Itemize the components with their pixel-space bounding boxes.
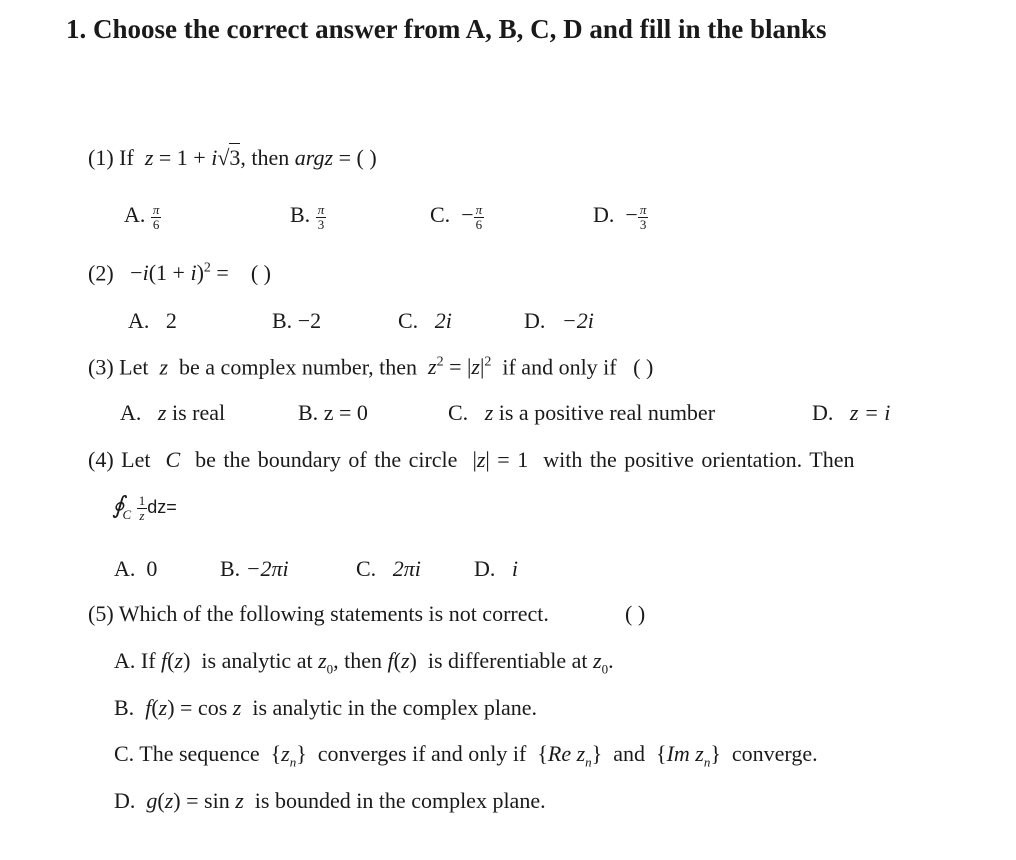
q5-option-a-point-2: z bbox=[593, 648, 602, 673]
q5-option-a[interactable]: A. If f(z) is analytic at $z_0$, then f(z) is differentiable at $z_0$. bbox=[114, 648, 614, 677]
q4-option-b-value: −2πi bbox=[245, 556, 289, 581]
q1-option-c[interactable] bbox=[430, 203, 484, 231]
q2-option-c-letter: C. bbox=[398, 308, 419, 333]
contour-integral-icon: ∮ bbox=[112, 493, 125, 520]
q5-option-b[interactable] bbox=[114, 697, 537, 719]
q4-option-a[interactable] bbox=[114, 558, 157, 580]
q5-option-c-and: and bbox=[613, 741, 645, 766]
fraction-numerator: 1 bbox=[138, 493, 146, 508]
q4-circle-eq: |z| = 1 bbox=[472, 447, 529, 472]
fraction-denominator: 6 bbox=[152, 216, 160, 232]
q3-option-c-var: z bbox=[484, 400, 494, 425]
q5-answer-blank[interactable]: ( ) bbox=[625, 601, 646, 626]
q4-option-c[interactable] bbox=[356, 558, 421, 580]
q5-option-b-text: is analytic in the complex plane. bbox=[252, 695, 538, 720]
q2-equation: $-i(1 + i)^2$ = bbox=[130, 260, 229, 286]
q4-option-d[interactable] bbox=[474, 558, 518, 580]
q3-option-a[interactable] bbox=[120, 402, 225, 424]
q1-option-b-fraction bbox=[316, 203, 327, 231]
q1-option-d[interactable] bbox=[593, 203, 648, 231]
q4-option-c-value: 2πi bbox=[392, 556, 421, 581]
q2-option-a[interactable] bbox=[128, 310, 177, 332]
q5-option-a-end: is differentiable at bbox=[427, 648, 588, 673]
fraction-denominator: 3 bbox=[639, 216, 647, 232]
q4-integral-tail: dz= bbox=[147, 497, 177, 518]
q1-option-d-letter: D. bbox=[593, 202, 615, 228]
q1-option-c-letter: C. bbox=[430, 202, 451, 228]
q5-option-c-im: {Im $z_n$} bbox=[656, 741, 721, 770]
q4-text-b: with the positive orientation. Then bbox=[543, 447, 855, 472]
q4-integrand-fraction bbox=[137, 494, 148, 522]
q5-option-c[interactable] bbox=[114, 743, 818, 768]
q1-option-a-fraction bbox=[151, 203, 162, 231]
q4-option-a-value: 0 bbox=[146, 556, 158, 581]
question-5 bbox=[88, 603, 549, 625]
q2-option-b[interactable] bbox=[272, 310, 321, 332]
fraction-denominator: 3 bbox=[317, 216, 325, 232]
fraction-denominator: z bbox=[139, 507, 145, 523]
question-2 bbox=[88, 262, 271, 284]
q4-option-c-letter: C. bbox=[356, 556, 377, 581]
q1-then: then bbox=[251, 145, 290, 170]
q1-arg-expr: argz bbox=[294, 145, 334, 170]
question-1: (1) If z = 1 + i√3, then argz = ( ) bbox=[88, 145, 377, 170]
q5-option-a-point: z bbox=[318, 648, 327, 673]
q4-option-b[interactable] bbox=[220, 558, 289, 580]
q2-answer-blank[interactable]: ( ) bbox=[250, 260, 271, 286]
q3-var-z: z bbox=[159, 354, 169, 380]
q3-option-a-var: z bbox=[157, 400, 167, 425]
q2-option-b-letter: B. bbox=[272, 308, 293, 333]
q5-option-a-letter: A. If bbox=[114, 648, 156, 673]
fraction-denominator: 6 bbox=[475, 216, 483, 232]
q5-option-a-then: then bbox=[344, 648, 383, 673]
q3-text-mid: be a complex number, then bbox=[179, 354, 418, 380]
q4-option-d-value: i bbox=[511, 556, 519, 581]
q4-option-a-letter: A. bbox=[114, 556, 136, 581]
q3-option-b[interactable] bbox=[298, 402, 368, 424]
question-4 bbox=[88, 449, 854, 471]
q5-option-a-func: f bbox=[161, 648, 168, 673]
q1-option-a[interactable] bbox=[124, 203, 161, 231]
q5-option-a-mid: is analytic at bbox=[201, 648, 313, 673]
q3-option-c-letter: C. bbox=[448, 400, 469, 425]
q5-option-c-re: {Re $z_n$} bbox=[537, 741, 603, 770]
q3-answer-blank[interactable]: ( ) bbox=[633, 354, 654, 380]
q1-answer-blank[interactable]: ( ) bbox=[356, 145, 377, 170]
q5-option-d-letter: D. bbox=[114, 788, 136, 813]
q1-option-c-fraction bbox=[474, 203, 485, 231]
q3-text-iff: if and only if bbox=[502, 354, 617, 380]
q5-option-c-letter: C. The sequence bbox=[114, 741, 260, 766]
q3-option-b-value: z = 0 bbox=[323, 400, 368, 425]
q1-equation: z = 1 + i√3, bbox=[144, 145, 246, 170]
fraction-numerator: π bbox=[639, 202, 647, 217]
q2-option-c[interactable] bbox=[398, 310, 452, 332]
fraction-numerator: π bbox=[475, 202, 483, 217]
q3-option-d-value: z = i bbox=[849, 400, 891, 425]
q3-label: (3) Let bbox=[88, 354, 149, 380]
q2-label: (2) bbox=[88, 260, 114, 286]
q1-option-c-sign: − bbox=[461, 202, 474, 228]
q5-option-c-seq: $\{z_n\}$ bbox=[270, 741, 307, 770]
q2-option-a-value: 2 bbox=[165, 308, 177, 333]
q1-option-b[interactable] bbox=[290, 203, 326, 231]
q1-option-d-sign: − bbox=[625, 202, 638, 228]
q5-option-d-text: is bounded in the complex plane. bbox=[254, 788, 546, 813]
q4-integral bbox=[112, 494, 177, 522]
q3-option-b-letter: B. bbox=[298, 400, 319, 425]
q4-text-a: be the boundary of the circle bbox=[195, 447, 458, 472]
q4-label: (4) Let bbox=[88, 447, 151, 472]
q5-option-b-letter: B. bbox=[114, 695, 135, 720]
q5-option-c-mid: converges if and only if bbox=[317, 741, 527, 766]
q1-option-a-letter: A. bbox=[124, 202, 146, 228]
q5-option-d[interactable] bbox=[114, 790, 546, 812]
q3-option-d[interactable] bbox=[812, 402, 890, 424]
q2-option-d[interactable] bbox=[524, 310, 594, 332]
q1-option-b-letter: B. bbox=[290, 202, 311, 228]
q2-option-c-value: 2i bbox=[434, 308, 452, 333]
q5-option-c-end: converge. bbox=[731, 741, 818, 766]
q4-option-d-letter: D. bbox=[474, 556, 496, 581]
fraction-numerator: π bbox=[152, 202, 160, 217]
fraction-numerator: π bbox=[317, 202, 325, 217]
q5-option-d-equation: g(z) = sin z bbox=[146, 788, 244, 813]
q3-option-a-value: is real bbox=[171, 400, 226, 425]
section-title: 1. Choose the correct answer from A, B, C, D and fill in the blanks bbox=[66, 14, 827, 44]
q4-integral-sub: C bbox=[122, 506, 132, 522]
q2-option-a-letter: A. bbox=[128, 308, 150, 333]
q3-equation: $z^2 = |z|^2$ bbox=[428, 354, 492, 380]
q5-option-b-equation: f(z) = cos z bbox=[145, 695, 242, 720]
q5-label: (5) Which of the following statements is not correct. bbox=[88, 601, 549, 626]
q1-label: (1) If bbox=[88, 145, 134, 170]
q4-var-c: C bbox=[165, 447, 181, 472]
q2-option-b-value: −2 bbox=[297, 308, 322, 333]
q1-option-d-fraction bbox=[638, 203, 649, 231]
q2-option-d-value: −2i bbox=[561, 308, 594, 333]
q3-option-d-letter: D. bbox=[812, 400, 834, 425]
q2-option-d-letter: D. bbox=[524, 308, 546, 333]
q4-option-b-letter: B. bbox=[220, 556, 241, 581]
question-3 bbox=[88, 356, 653, 378]
q3-option-a-letter: A. bbox=[120, 400, 142, 425]
q3-option-c-value: is a positive real number bbox=[498, 400, 716, 425]
q3-option-c[interactable] bbox=[448, 402, 715, 424]
